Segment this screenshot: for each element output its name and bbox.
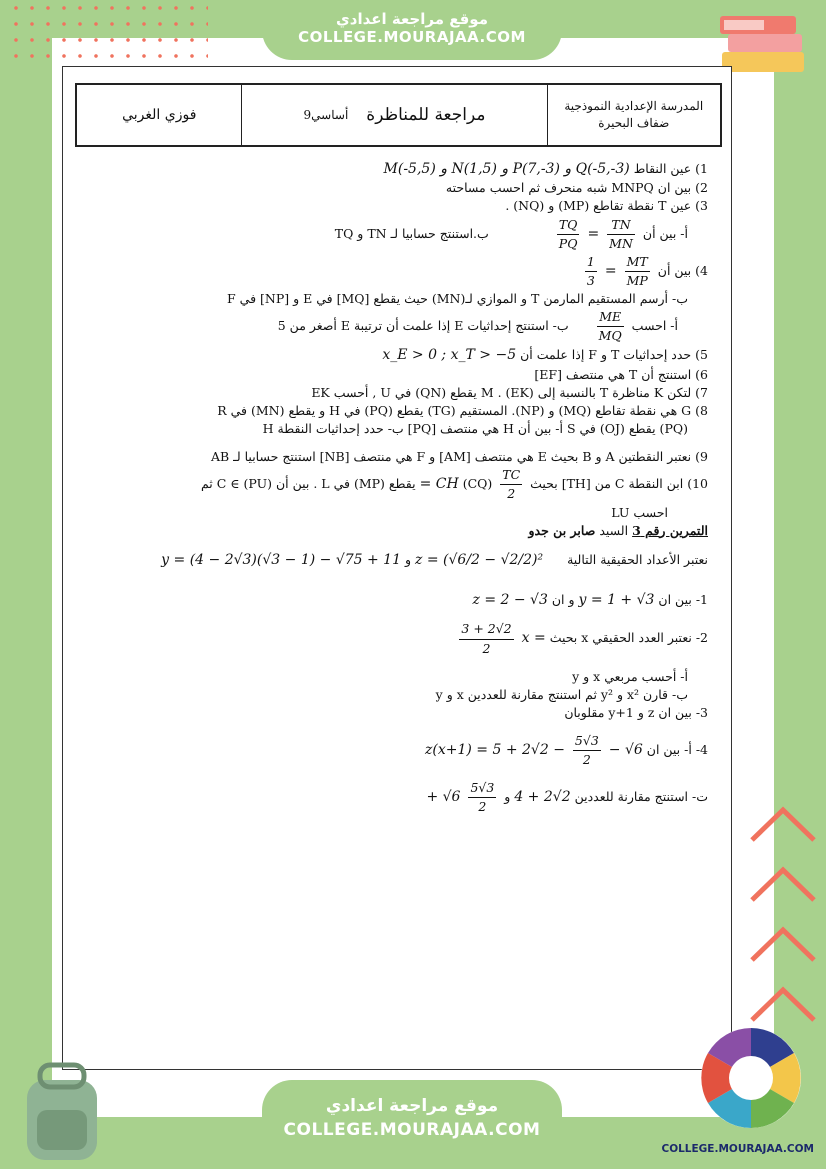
school-cell	[547, 85, 720, 145]
list-item: 6) استنتج أن T هي منتصف [EF]	[534, 366, 708, 382]
question-2: 2- نعتبر العدد الحقيقي x بحيث x = $\frac{3 + 2√2}{2}$	[103, 620, 708, 657]
list-item: 2) بين ان MNPQ شبه منحرف ثم احسب مساحته	[445, 180, 708, 196]
list-item: 10) ابن النقطة C من [TH] بحيث $\frac{TC}{2}$ = CH (CQ) يقطع (MP) في L . بين أن C ∈ (PU) ثم	[103, 466, 708, 503]
fraction: $\frac{3 + 2√2}{2}$	[461, 621, 512, 656]
left-border	[0, 0, 52, 1169]
top-site-banner[interactable]	[262, 0, 562, 60]
exam-header	[75, 83, 722, 147]
question-4b: ت- استنتج مقارنة للعددين 4 + 2√2 و $\frac{5√3}{2}$ + √6	[103, 779, 708, 816]
list-item: 1) عين النقاط M(-5,5) و N(1,5) و P(7,-3) و Q(-5,-3)	[383, 161, 708, 177]
exam-sheet	[62, 66, 732, 1070]
school-location: ضفاف البحيرة	[598, 116, 670, 130]
list-item: أ- احسب $\frac{ME}{MQ}$ ب- استنتج إحداثيات E إذا علمت أن ترتيبة E أصغر من 5	[103, 308, 708, 345]
bottom-site-url[interactable]: COLLEGE.MOURAJAA.COM	[283, 1120, 541, 1140]
fraction: $\frac{TC}{2}$	[502, 467, 521, 502]
list-item: 5) حدد إحداثيات T و F إذا علمت أن x_E > 0 ; x_T > −5	[382, 347, 708, 364]
bottom-site-name: موقع مراجعة اعدادي	[325, 1096, 499, 1116]
list-item: احسب LU	[611, 504, 668, 520]
backpack-icon	[12, 1055, 112, 1165]
bottom-site-banner[interactable]	[262, 1080, 562, 1169]
list-item: أ- بين أن $\frac{TN}{MN}$ = $\frac{TQ}{PQ}$ ب.استنتج حسابيا لـ TN و TQ	[103, 216, 708, 253]
question-3: 3- بين ان z و y+1 مقلوبان	[564, 704, 708, 720]
fraction: $\frac{5√3}{2}$	[574, 733, 599, 768]
list-item: 4) بين أن $\frac{MT}{MP}$ = $\frac{1}{3}$	[103, 253, 708, 290]
list-item: 8) G هي نقطة تقاطع (MQ) و (NP). المستقيم (TG) يقطع (PQ) في H و يقطع (MN) في R	[217, 402, 708, 418]
fraction: $\frac{1}{3}$	[586, 253, 595, 288]
list-item: 9) نعتبر النقطتين A و B بحيث E هي منتصف [AM] و F هي منتصف [NB] استنتج حسابيا لـ AB	[210, 449, 708, 465]
fraction: $\frac{TN}{MN}$	[609, 216, 633, 251]
question-2b: ب- قارن x² و y² ثم استنتج مقارنة للعددين x و y	[435, 686, 688, 702]
question-4: 4- أ- بين ان z(x+1) = 5 + 2√2 − $\frac{5√3}{2}$ − √6	[103, 732, 708, 769]
exercise-title: التمرين رقم 3 السيد صابر بن جدو	[528, 522, 708, 538]
fraction: $\frac{TQ}{PQ}$	[558, 216, 578, 251]
title-cell	[241, 85, 546, 145]
author-cell: فوزي الغربي	[122, 107, 197, 123]
school-name: المدرسة الإعدادية النموذجية	[564, 99, 704, 114]
list-item: (PQ) يقطع (OJ) في S أ- بين أن H هي منتصف [PQ] ب- حدد إحداثيات النقطة H	[262, 421, 688, 437]
fraction: $\frac{5√3}{2}$	[470, 780, 495, 815]
question-2a: أ- أحسب مربعي x و y	[572, 668, 688, 684]
top-site-name: موقع مراجعة اعدادي	[336, 10, 488, 28]
list-item: 3) عين T نقطة تقاطع (MP) و (NQ) .	[505, 198, 708, 214]
corner-site-url[interactable]: COLLEGE.MOURAJAA.COM	[661, 1143, 814, 1155]
exam-title: مراجعة للمناظرة	[366, 105, 486, 125]
fraction: $\frac{MT}{MP}$	[626, 253, 648, 288]
decorative-dots	[8, 0, 208, 60]
list-item: 7) لتكن K مناظرة T بالنسبة إلى M . (EK) يقطع (QN) في U , أحسب EK	[311, 384, 708, 400]
level-label: 9أساسي	[303, 108, 349, 122]
definitions: نعتبر الأعداد الحقيقية التالية z = (√6/2 − √2/2)² و y = (4 − 2√3)(√3 − 1) − √75 + 11	[161, 551, 708, 568]
fraction: $\frac{ME}{MQ}$	[598, 309, 622, 344]
list-item: ب- أرسم المستقيم المارمن T و الموازي لـ(MN) حيث يقطع [MQ] في E و [NP] في F	[227, 291, 688, 307]
subjects-wheel-icon	[698, 1025, 804, 1131]
exercise-content	[103, 159, 708, 817]
top-site-url[interactable]: COLLEGE.MOURAJAA.COM	[298, 28, 526, 46]
question-1: 1- بين ان y = 1 + √3 و ان z = 2 − √3	[472, 592, 708, 609]
